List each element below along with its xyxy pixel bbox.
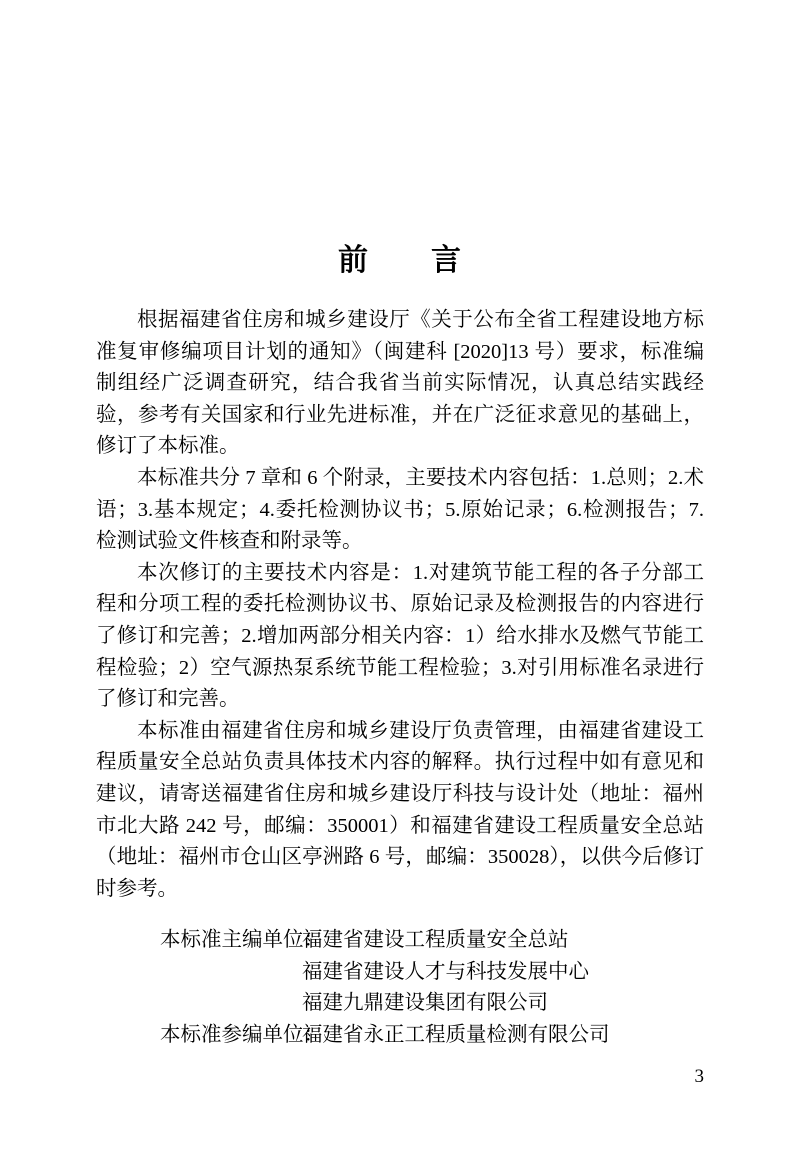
participating-row-1 [96,1020,704,1052]
chief-editor-row-2 [96,957,704,989]
chief-editor-label: 本标准主编单位： [160,929,324,951]
chief-editor-row-1 [96,925,704,957]
paragraph-administration: 本标准由福建省住房和城乡建设厅负责管理，由福建省建设工程质量安全总站负责具体技术内容的解释。执行过程中如有意见和建议，请寄送福建省住房和城乡建设厅科技与设计处（地址：福州市北大路 242 号，邮编：350001）和福建省建设工程质量安全总站（地址：福州市仓山区亭洲路 6 号，邮编：350028），以供今后修订时参考。 [96,719,704,900]
chief-editor-unit: 福建省建设工程质量安全总站 [302,929,569,951]
participating-label: 本标准参编单位： [160,1023,324,1046]
chief-editor-unit: 福建省建设人才与科技发展中心 [302,960,589,983]
paragraph-contents: 本标准共分 7 章和 6 个附录，主要技术内容包括：1.总则；2.术语；3.基本规定；4.委托检测协议书；5.原始记录；6.检测报告；7.检测试验文件核查和附录等。 [96,466,704,553]
paragraph-origin: 根据福建省住房和城乡建设厅《关于公布全省工程建设地方标准复审修编项目计划的通知》（闽建科 [2020]13 号）要求，标准编制组经广泛调查研究，结合我省当前实际情况，认真总结实践经验，参考有关国家和行业先进标准，并在广泛征求意见的基础上，修订了本标准。 [96,309,704,458]
page-title: 前 言 [338,244,462,278]
chief-editor-row-3 [96,988,704,1020]
participating-unit: 福建省永正工程质量检测有限公司 [302,1023,610,1046]
page-number: 3 [694,1066,704,1087]
body-text-column [96,305,704,905]
chief-editor-unit: 福建九鼎建设集团有限公司 [302,992,548,1015]
organization-block [96,925,704,1051]
paragraph-revisions: 本次修订的主要技术内容是：1.对建筑节能工程的各子分部工程和分项工程的委托检测协议书、原始记录及检测报告的内容进行了修订和完善；2.增加两部分相关内容：1）给水排水及燃气节能工程检验；2）空气源热泵系统节能工程检验；3.对引用标准名录进行了修订和完善。 [96,561,704,711]
